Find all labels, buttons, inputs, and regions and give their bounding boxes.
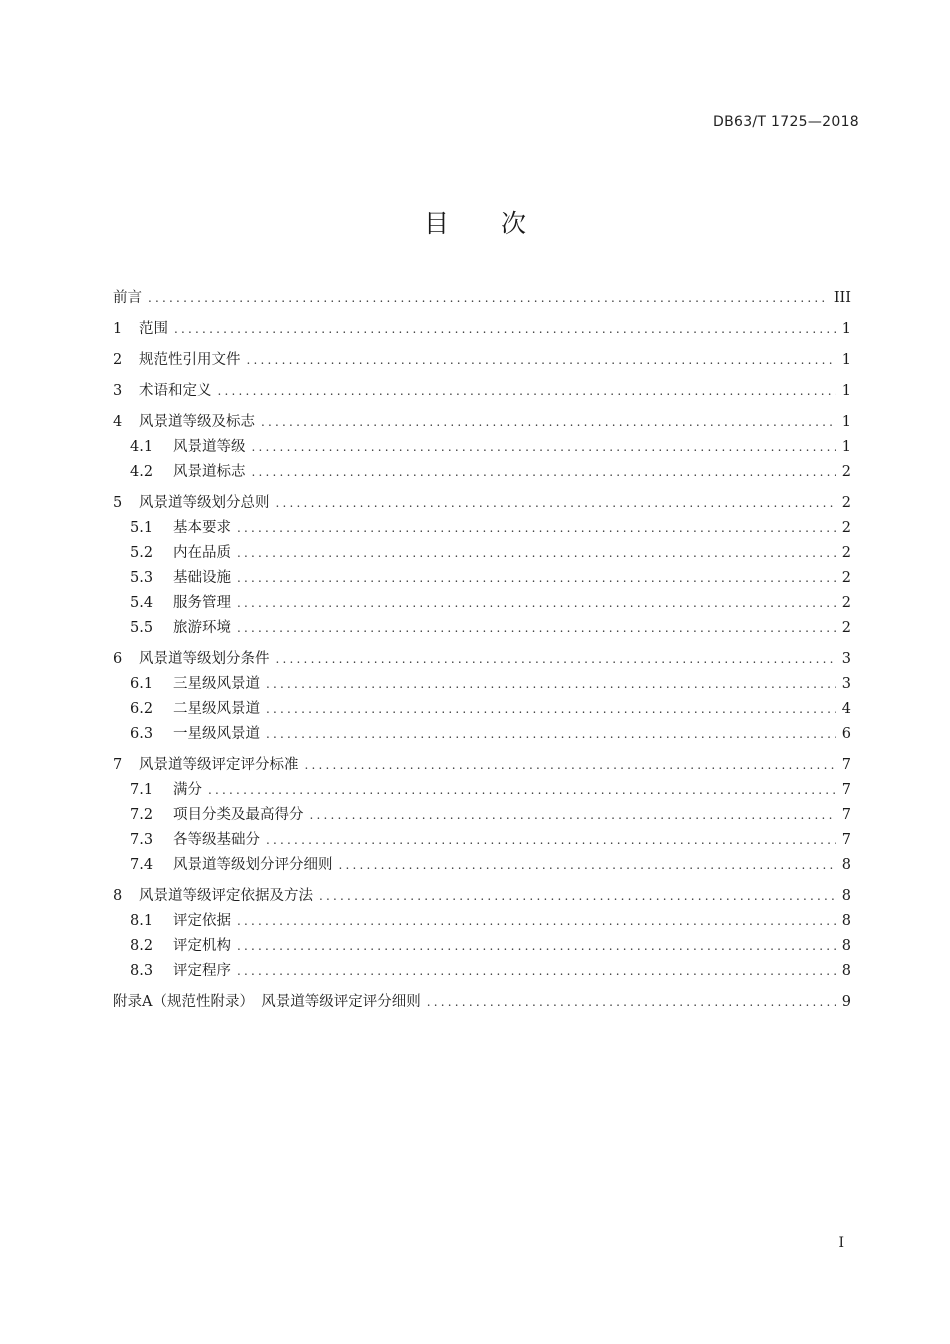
toc-leader-dots <box>218 379 836 404</box>
toc-entry-page: 6 <box>841 726 851 742</box>
toc-entry-page: 1 <box>841 321 851 337</box>
toc-entry-number: 4.1 <box>130 439 154 455</box>
toc-entry-number: 8.2 <box>130 938 154 954</box>
toc-entry-page: 7 <box>841 832 851 848</box>
toc-leader-dots <box>339 853 836 878</box>
toc-entry-number: 5.3 <box>130 570 154 586</box>
toc-entry-page: 7 <box>841 807 851 823</box>
toc-entry-number: 8.3 <box>130 963 154 979</box>
toc-entry-label: 基础设施 <box>173 570 231 586</box>
toc-leader-dots <box>237 591 836 616</box>
toc-entry-label: 风景道标志 <box>173 464 246 480</box>
toc-entry-number: 6.1 <box>130 676 154 692</box>
toc-leader-dots <box>276 647 836 672</box>
toc-entry-label: 内在品质 <box>173 545 231 561</box>
toc-entry-label: 服务管理 <box>173 595 231 611</box>
toc-entry-page: 1 <box>841 352 851 368</box>
toc-leader-dots <box>310 803 836 828</box>
toc-title-char-2: 次 <box>501 209 527 238</box>
toc-entry-page: 2 <box>841 545 851 561</box>
toc-entry-number: 5.2 <box>130 545 154 561</box>
toc-entry-page: 4 <box>841 701 851 717</box>
toc-entry-page: 1 <box>841 383 851 399</box>
page-number: I <box>838 1235 844 1251</box>
toc-leader-dots <box>174 317 836 342</box>
toc-entry-label: 规范性引用文件 <box>139 352 241 368</box>
toc-entry-label: 满分 <box>173 782 202 798</box>
toc-entry-5-5[interactable] <box>113 616 851 641</box>
toc-entry-5-4[interactable] <box>113 591 851 616</box>
toc-entry-page: 2 <box>841 620 851 636</box>
toc-entry-label: 风景道等级及标志 <box>139 414 255 430</box>
toc-entry-page: III <box>833 290 851 306</box>
toc-leader-dots <box>148 286 828 311</box>
toc-entry-foreword[interactable] <box>113 286 851 311</box>
toc-entry-number: 6.2 <box>130 701 154 717</box>
toc-entry-label: 评定机构 <box>173 938 231 954</box>
toc-leader-dots <box>261 410 836 435</box>
toc-entry-number: 7.2 <box>130 807 154 823</box>
toc-entry-number: 7.3 <box>130 832 154 848</box>
toc-leader-dots <box>266 828 836 853</box>
toc-entry-5-2[interactable] <box>113 541 851 566</box>
toc-entry-number: 5 <box>113 495 123 511</box>
toc-entry-8[interactable] <box>113 884 851 909</box>
toc-entry-page: 1 <box>841 414 851 430</box>
toc-entry-2[interactable] <box>113 348 851 373</box>
toc-entry-6-1[interactable] <box>113 672 851 697</box>
toc-entry-label: 基本要求 <box>173 520 231 536</box>
toc-entry-8-1[interactable] <box>113 909 851 934</box>
toc-entry-7-2[interactable] <box>113 803 851 828</box>
toc-leader-dots <box>252 460 836 485</box>
toc-entry-7-1[interactable] <box>113 778 851 803</box>
toc-leader-dots <box>247 348 836 373</box>
toc-entry-6-2[interactable] <box>113 697 851 722</box>
toc-entry-number: 7.4 <box>130 857 154 873</box>
toc-entry-label: 二星级风景道 <box>173 701 260 717</box>
toc-entry-6-3[interactable] <box>113 722 851 747</box>
toc-entry-page: 8 <box>841 888 851 904</box>
toc-entry-number: 7 <box>113 757 123 773</box>
toc-entry-6[interactable] <box>113 647 851 672</box>
toc-entry-number: 4.2 <box>130 464 154 480</box>
toc-entry-number: 6 <box>113 651 123 667</box>
toc-entry-page: 2 <box>841 495 851 511</box>
toc-entry-page: 8 <box>841 963 851 979</box>
toc-entry-number: 3 <box>113 383 123 399</box>
toc-entry-page: 8 <box>841 938 851 954</box>
toc-entry-4-2[interactable] <box>113 460 851 485</box>
toc-entry-label: 风景道等级评定评分标准 <box>139 757 299 773</box>
toc-leader-dots <box>266 697 836 722</box>
toc-entry-page: 3 <box>841 651 851 667</box>
toc-leader-dots <box>237 959 836 984</box>
toc-entry-number: 6.3 <box>130 726 154 742</box>
toc-leader-dots <box>237 566 836 591</box>
toc-entry-4[interactable] <box>113 410 851 435</box>
toc-entry-label: 风景道等级划分评分细则 <box>173 857 333 873</box>
toc-leader-dots <box>427 990 836 1015</box>
toc-entry-page: 8 <box>841 913 851 929</box>
toc-entry-page: 8 <box>841 857 851 873</box>
toc-leader-dots <box>305 753 836 778</box>
toc-leader-dots <box>266 672 836 697</box>
toc-leader-dots <box>237 909 836 934</box>
toc-entry-1[interactable] <box>113 317 851 342</box>
toc-entry-3[interactable] <box>113 379 851 404</box>
table-of-contents <box>113 286 851 1015</box>
toc-entry-4-1[interactable] <box>113 435 851 460</box>
toc-entry-8-2[interactable] <box>113 934 851 959</box>
toc-entry-5-3[interactable] <box>113 566 851 591</box>
toc-entry-page: 7 <box>841 782 851 798</box>
toc-entry-number: 7.1 <box>130 782 154 798</box>
toc-entry-7-4[interactable] <box>113 853 851 878</box>
toc-title <box>0 204 950 240</box>
toc-entry-label: 风景道等级评定依据及方法 <box>139 888 313 904</box>
toc-entry-label: 附录A（规范性附录） 风景道等级评定评分细则 <box>113 994 421 1010</box>
toc-entry-label: 前言 <box>113 290 142 306</box>
toc-entry-label: 范围 <box>139 321 168 337</box>
toc-entry-number: 8 <box>113 888 123 904</box>
toc-title-char-1: 目 <box>423 209 449 238</box>
document-code: DB63/T 1725—2018 <box>713 114 859 130</box>
toc-leader-dots <box>237 516 836 541</box>
toc-entry-7[interactable] <box>113 753 851 778</box>
toc-entry-page: 2 <box>841 595 851 611</box>
toc-entry-label: 风景道等级划分总则 <box>139 495 270 511</box>
toc-entry-label: 旅游环境 <box>173 620 231 636</box>
toc-entry-label: 评定程序 <box>173 963 231 979</box>
toc-entry-number: 5.1 <box>130 520 154 536</box>
toc-entry-page: 2 <box>841 520 851 536</box>
toc-entry-number: 5.5 <box>130 620 154 636</box>
toc-leader-dots <box>237 541 836 566</box>
toc-entry-page: 9 <box>841 994 851 1010</box>
toc-entry-label: 项目分类及最高得分 <box>173 807 304 823</box>
toc-entry-page: 2 <box>841 570 851 586</box>
toc-entry-label: 各等级基础分 <box>173 832 260 848</box>
toc-leader-dots <box>252 435 836 460</box>
toc-entry-page: 3 <box>841 676 851 692</box>
toc-leader-dots <box>276 491 836 516</box>
toc-entry-page: 1 <box>841 439 851 455</box>
toc-entry-number: 5.4 <box>130 595 154 611</box>
toc-entry-label: 评定依据 <box>173 913 231 929</box>
toc-leader-dots <box>237 934 836 959</box>
toc-entry-page: 2 <box>841 464 851 480</box>
toc-entry-number: 2 <box>113 352 123 368</box>
toc-entry-8-3[interactable] <box>113 959 851 984</box>
toc-entry-number: 4 <box>113 414 123 430</box>
toc-leader-dots <box>266 722 836 747</box>
toc-entry-number: 8.1 <box>130 913 154 929</box>
toc-entry-number: 1 <box>113 321 123 337</box>
toc-entry-7-3[interactable] <box>113 828 851 853</box>
toc-entry-5-1[interactable] <box>113 516 851 541</box>
toc-entry-label: 一星级风景道 <box>173 726 260 742</box>
toc-leader-dots <box>319 884 836 909</box>
toc-entry-label: 术语和定义 <box>139 383 212 399</box>
toc-entry-label: 风景道等级 <box>173 439 246 455</box>
toc-entry-page: 7 <box>841 757 851 773</box>
toc-entry-appendix-a[interactable] <box>113 990 851 1015</box>
toc-entry-label: 风景道等级划分条件 <box>139 651 270 667</box>
toc-leader-dots <box>237 616 836 641</box>
toc-entry-5[interactable] <box>113 491 851 516</box>
toc-leader-dots <box>208 778 836 803</box>
toc-entry-label: 三星级风景道 <box>173 676 260 692</box>
